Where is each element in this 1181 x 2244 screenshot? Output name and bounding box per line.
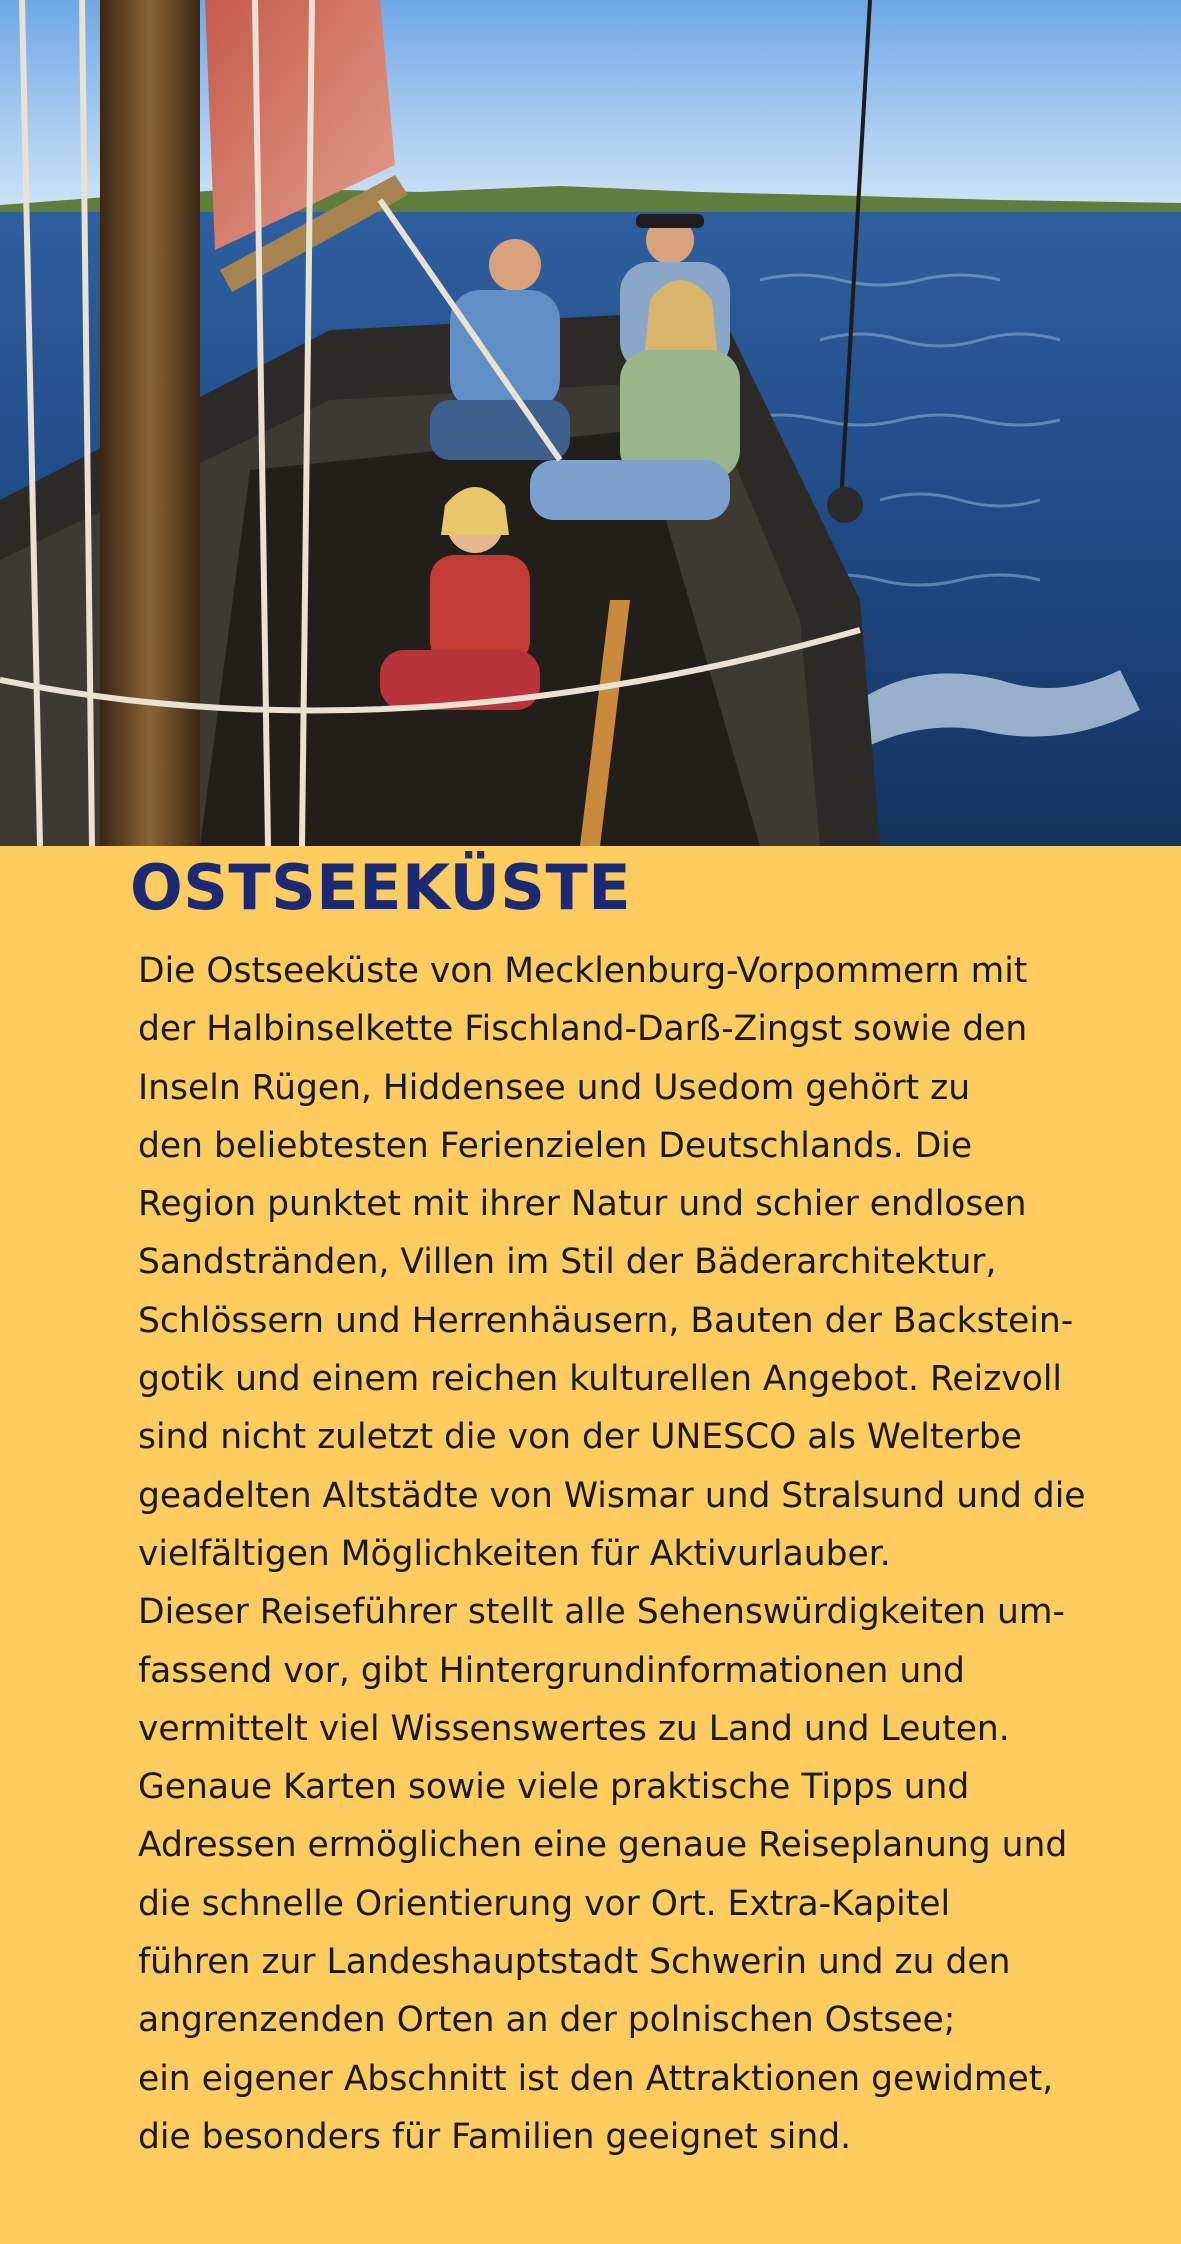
text-line: Schlössern und Herrenhäusern, Bauten der Backstein- <box>138 1300 1074 1341</box>
text-line: Die Ostseeküste von Mecklenburg-Vorpommern mit <box>138 951 1028 991</box>
photo-illustration <box>0 0 1181 846</box>
text-line: führen zur Landeshauptstadt Schwerin und zu den <box>138 1942 1011 1983</box>
sailboat-family-photo <box>0 0 1181 846</box>
text-line: ein eigener Abschnitt ist den Attraktionen gewidmet, <box>138 2058 1054 2099</box>
text-line: Sandstränden, Villen im Stil der Bäderarchitektur, <box>138 1242 997 1283</box>
text-line: den beliebtesten Ferienzielen Deutschlands. Die <box>138 1125 973 1166</box>
text-line: gotik und einem reichen kulturellen Angebot. Reizvoll <box>138 1359 1063 1400</box>
text-line: angrenzenden Orten an der polnischen Ostsee; <box>138 2000 956 2041</box>
description-text <box>138 942 1148 2166</box>
text-line: Region punktet mit ihrer Natur und schier endlosen <box>138 1184 1027 1225</box>
text-line: vielfältigen Möglichkeiten für Aktivurlauber. <box>138 1533 891 1574</box>
text-line: die schnelle Orientierung vor Ort. Extra-Kapitel <box>138 1883 951 1924</box>
text-line: vermittelt viel Wissenswertes zu Land und Leuten. <box>138 1708 1010 1749</box>
mast <box>100 0 200 846</box>
text-line: Inseln Rügen, Hiddensee und Usedom gehört zu <box>138 1067 971 1108</box>
text-line: Genaue Karten sowie viele praktische Tipps und <box>138 1767 970 1808</box>
text-line: die besonders für Familien geeignet sind. <box>138 2116 852 2157</box>
text-line: Adressen ermöglichen eine genaue Reiseplanung und <box>138 1825 1068 1866</box>
text-line: der Halbinselkette Fischland-Darß-Zingst sowie den <box>138 1009 1028 1050</box>
text-line: geadelten Altstädte von Wismar und Stralsund und die <box>138 1475 1086 1516</box>
pulley <box>827 487 863 523</box>
text-line: fassend vor, gibt Hintergrundinformationen und <box>138 1650 965 1691</box>
page-title: OSTSEEKÜSTE <box>130 851 632 924</box>
text-line: sind nicht zuletzt die von der UNESCO als Welterbe <box>138 1417 1022 1458</box>
text-line: Dieser Reiseführer stellt alle Sehenswürdigkeiten um- <box>138 1592 1065 1633</box>
